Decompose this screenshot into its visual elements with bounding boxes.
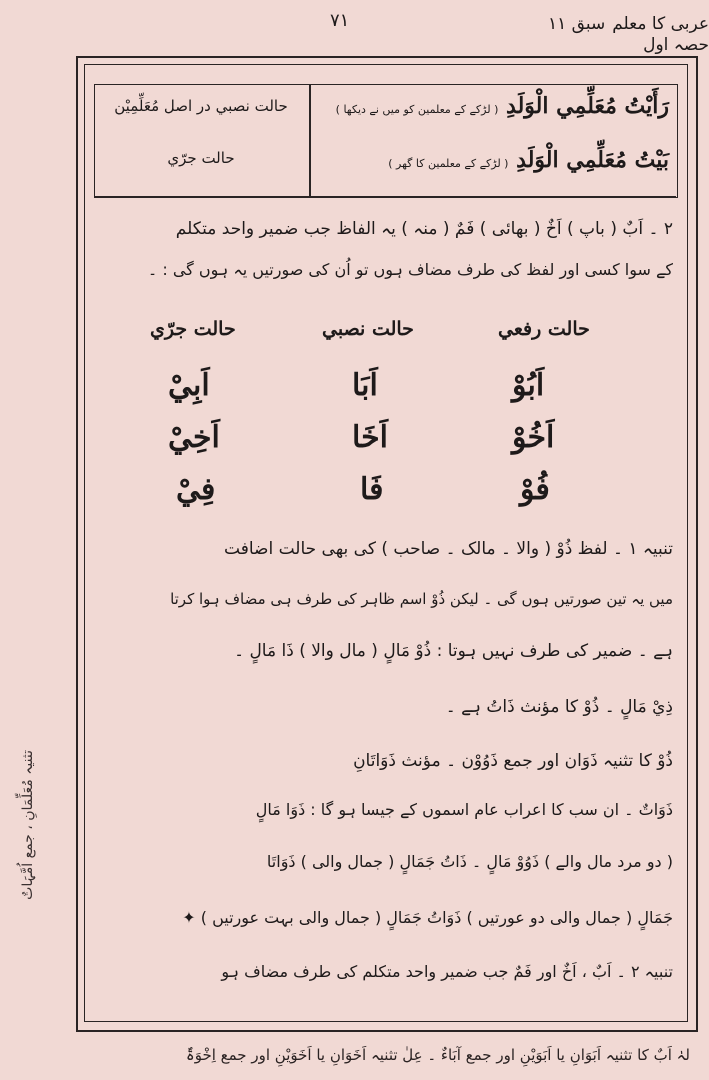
example-accusative — [336, 93, 669, 119]
example-genitive-arabic: بَیْتُ مُعَلِّمِي الْوَلَدِ — [516, 147, 669, 173]
paragraph-2-line-1: ۲ ۔ اَبٌ ( باپ ) اَخٌ ( بھائی ) فَمٌ ( منہ ) یہ الفاظ جب ضمیر واحد متکلم — [175, 219, 673, 239]
book-title: عربی کا معلم حصہ اول — [612, 14, 709, 55]
example-accusative-gloss: ( لڑکے کے معلمین کو میں نے دیکھا ) — [335, 103, 499, 116]
form-accusative-akh: اَخَا — [352, 420, 389, 455]
form-nominative-akh: اَخُوْ — [512, 420, 555, 455]
form-genitive-ab: اَبِيْ — [168, 368, 210, 403]
example-accusative-arabic: رَأَیْتُ مُعَلِّمِي الْوَلَدِ — [506, 93, 669, 119]
note-1-line-5: ذُوْ کا تثنیہ ذَوَان اور جمع ذَوُوْن ۔ مؤنث ذَوَاتَانِ — [353, 751, 673, 771]
form-accusative-fam: فَا — [360, 472, 384, 507]
header-accusative: حالت نصبي — [322, 318, 414, 340]
lesson-number: سبق ۱۱ — [548, 14, 606, 34]
note-1-line-4: ذِيْ مَالٍ ۔ ذُوْ کا مؤنث ذَاتُ ہے ۔ — [445, 697, 673, 717]
form-nominative-fam: فُوْ — [520, 472, 550, 507]
paragraph-2-line-2: کے سوا کسی اور لفظ کی طرف مضاف ہوں تو اُن کی صورتیں یہ ہوں گی : ۔ — [147, 260, 673, 279]
example-table — [94, 84, 678, 198]
state-accusative-label: حالت نصبي در اصل مُعَلِّمِیْن — [114, 97, 288, 115]
header-nominative: حالت رفعي — [498, 318, 590, 340]
form-nominative-ab: اَبُوْ — [512, 368, 545, 403]
note-2-line-1: تنبیہ ۲ ۔ اَبٌ ، اَخٌ اور فَمٌ جب ضمیر واحد متکلم کی طرف مضاف ہو — [221, 962, 673, 981]
note-1-line-3: ہے ۔ ضمیر کی طرف نہیں ہوتا : ذُوْ مَالٍ ( مال والا ) ذَا مَالٍ ۔ — [234, 641, 673, 661]
page-number: ۷۱ — [330, 10, 350, 31]
section-divider — [94, 196, 676, 198]
form-genitive-akh: اَخِيْ — [168, 420, 220, 455]
example-genitive-gloss: ( لڑکے کے معلمین کا گھر ) — [388, 157, 509, 170]
margin-side-note: تثنیہ مُعَلِّمَانِ ، جمع اُمَّہَاتٌ — [20, 750, 36, 900]
state-genitive-label: حالت جرّي — [167, 149, 235, 167]
note-1-line-8: جَمَالٍ ( جمال والی دو عورتیں ) ذَوَاتُ جَمَالٍ ( جمال والی بہت عورتیں ) ✦ — [182, 908, 673, 927]
note-1-line-7: ( دو مرد مال والے ) ذَوُوْ مَالٍ ۔ ذَاتُ جَمَالٍ ( جمال والی ) ذَوَاتَا — [266, 852, 673, 871]
note-1-line-6: ذَوَاتٌ ۔ ان سب کا اعراب عام اسموں کے جیسا ہو گا : ذَوَا مَالٍ — [255, 800, 673, 819]
note-1-line-1: تنبیہ ۱ ۔ لفظ ذُوْ ( والا ۔ مالک ۔ صاحب ) کی بھی حالت اضافت — [224, 539, 673, 559]
header-genitive: حالت جرّي — [150, 318, 236, 340]
table-divider — [309, 85, 311, 197]
example-genitive — [388, 147, 669, 173]
form-genitive-fam: فِيْ — [176, 472, 216, 507]
note-1-line-2: میں یہ تین صورتیں ہوں گی ۔ لیکن ذُوْ اسم ظاہر کی طرف ہی مضاف ہوا کرتا — [170, 590, 673, 608]
form-accusative-ab: اَبَا — [352, 368, 378, 403]
footnote: لہٰ اَبٌ کا تثنیہ اَبَوَانِ یا اَبَوَیْنِ اور جمع آبَاءٌ ۔ عِلٰ تثنیہ اَخَوَانِ یا اَخَوَیْنِ اور جمع اِخْوَۃٌ — [185, 1046, 690, 1064]
